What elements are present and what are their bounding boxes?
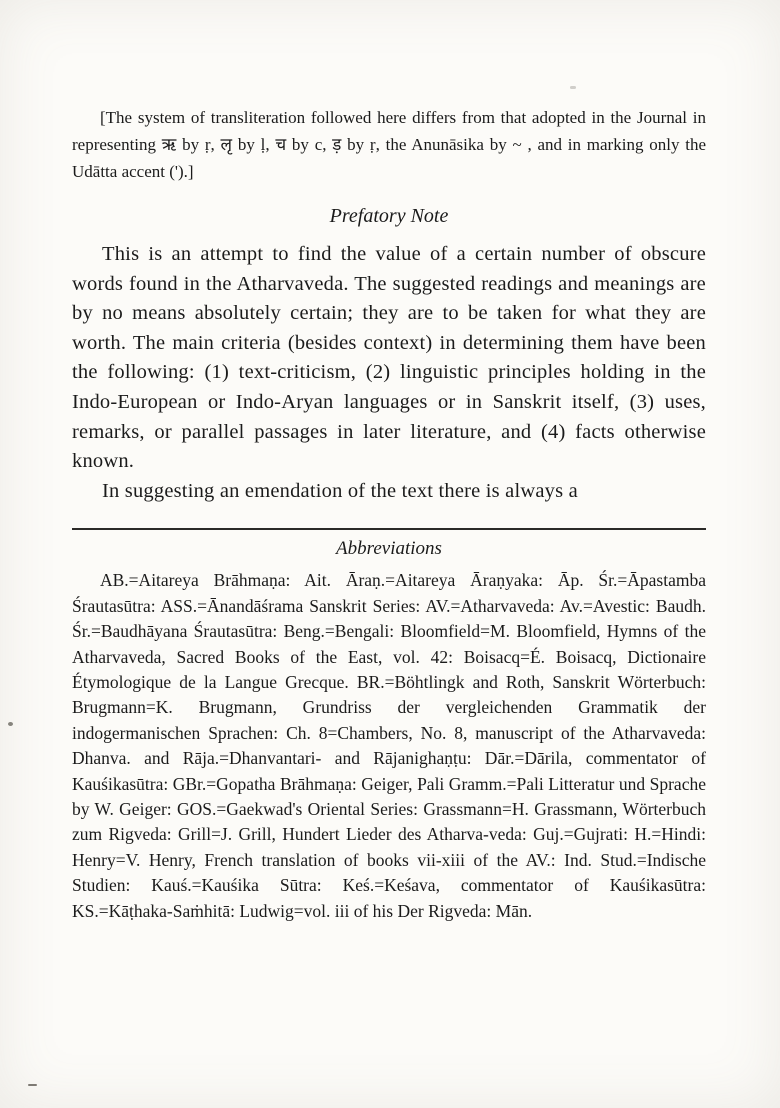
scan-artifact [570, 86, 576, 89]
scan-artifact [28, 1084, 37, 1086]
prefatory-paragraph-1: This is an attempt to find the value of a certain number of obscure words found in the Atharvaveda. The suggested readings and meanings are by no means absolutely certain; they are to be taken for what they are worth. The main criteria (besides context) in determining them have been the following: (1) text-criticism, (2) linguistic principles holding in the Indo-European or Indo-Aryan languages or in Sanskrit itself, (3) uses, remarks, or parallel passages in later literature, and (4) facts otherwise known. [72, 243, 706, 473]
section-divider [72, 528, 706, 530]
abbreviations-text: AB.=Aitareya Brāhmaṇa: Ait. Āraṇ.=Aitareya Āraṇyaka: Āp. Śr.=Āpastamba Śrautasūtra: ASS.=Ānandāśrama Sanskrit Series: AV.=Atharvaveda: Av.=Avestic: Baudh. Śr.=Baudhāyana Śrautasūtra: Beng.=Bengali: Bloomfield=M. Bloomfield, Hymns of the Atharvaveda, Sacred Books of the East, vol. 42: Boisacq=É. Boisacq, Dictionaire Étymologique de la Langue Grecque. BR.=Böhtlingk and Roth, Sanskrit Wörterbuch: Brugmann=K. Brugmann, Grundriss der vergleichenden Grammatik der indogermanischen Sprachen: Ch. 8=Chambers, No. 8, manuscript of the Atharvaveda: Dhanva. and Rāja.=Dhanvantari- and Rājanighaṇṭu: Dār.=Dārila, commentator of Kauśikasūtra: GBr.=Gopatha Brāhmaṇa: Geiger, Pali Gramm.=Pali Litteratur und Sprache by W. Geiger: GOS.=Gaekwad's Oriental Series: Grassmann=H. Grassmann, Wörterbuch zum Rigveda: Grill=J. Grill, Hundert Lieder des Atharva-veda: Guj.=Gujrati: H.=Hindi: Henry=V. Henry, French translation of books vii-xiii of the AV.: Ind. Stud.=Indische Studien: Kauś.=Kauśika Sūtra: Keś.=Keśava, commentator of Kauśikasūtra: KS.=Kāṭhaka-Saṁhitā: Ludwig=vol. iii of his Der Rigveda: Mān. [72, 570, 706, 921]
prefatory-note-heading: Prefatory Note [329, 205, 449, 227]
prefatory-paragraph-2: In suggesting an emendation of the text there is always a [102, 479, 578, 502]
transliteration-note: [The system of transliteration followed here differs from that adopted in the Journal in representing ऋ by ṛ, लृ by ḷ, च by c, ड़ by ṛ, the Anunāsika by ~ , and in marking only the Udātta accent (').] [72, 108, 706, 181]
scan-artifact [8, 722, 13, 726]
abbreviations-heading: Abbreviations [336, 538, 442, 560]
